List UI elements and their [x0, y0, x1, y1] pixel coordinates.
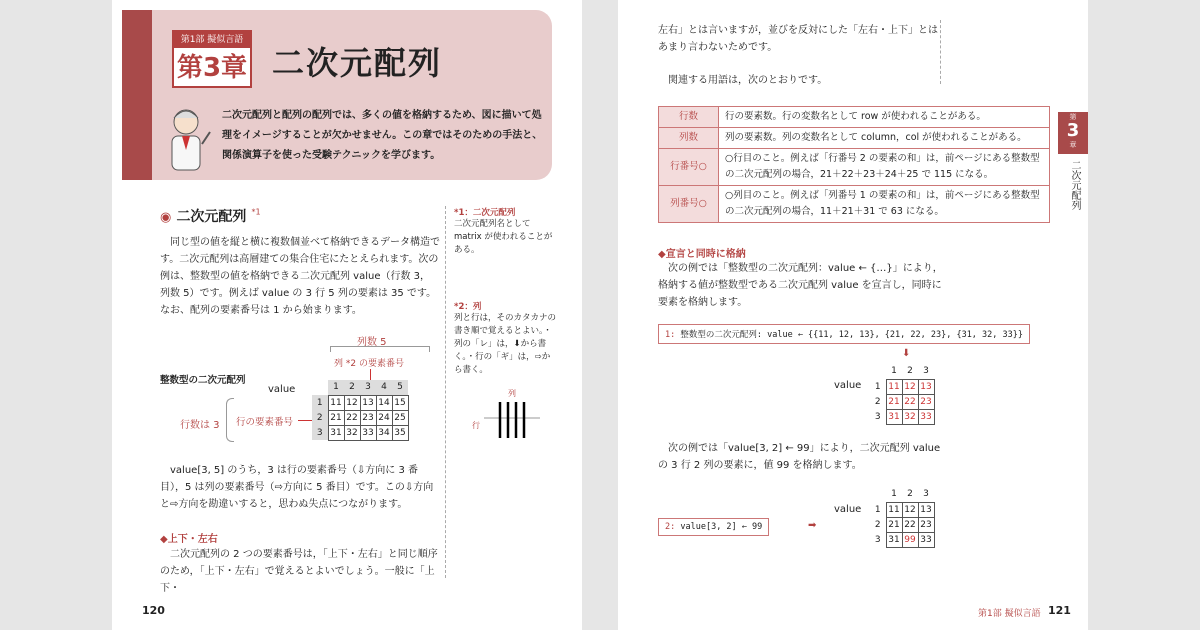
grid-cell: 22 — [902, 517, 918, 532]
table-row — [659, 149, 1050, 186]
row-header: 2 — [874, 519, 881, 530]
code-line-1 — [658, 324, 1030, 344]
chapter-strip — [122, 10, 152, 180]
right-arrow-icon: ➡ — [808, 520, 817, 531]
grid-cell: 21 — [328, 410, 344, 425]
side-tab-suffix: 章 — [1069, 141, 1077, 149]
chapter-badge — [172, 30, 252, 88]
subsection-title: ◆宣言と同時に格納 — [658, 249, 746, 260]
paragraph-4: 次の例では「value[3, 2] ← 99」により，二次元配列 value の 3 行 2 列の要素に，値 99 を格納します。 — [658, 443, 941, 471]
term-key: 列数 — [659, 128, 719, 149]
grid-cell: 31 — [886, 409, 902, 424]
section-bullet-icon: ◉ — [160, 210, 172, 225]
chapter-side-tab — [1058, 112, 1088, 154]
note-fig-col: 列 — [508, 389, 516, 398]
grid-cell: 12 — [902, 502, 918, 517]
col-header: 4 — [376, 380, 392, 395]
chapter-number: 第3章 — [176, 53, 248, 83]
fig2-var-name: value — [834, 504, 862, 515]
code-line-2 — [658, 518, 769, 536]
code-text: value[3, 2] ← 99 — [680, 522, 763, 532]
fig1-var-name: value — [834, 380, 862, 391]
grid-cell: 12 — [344, 395, 360, 410]
note-title: *1：二次元配列 — [454, 208, 516, 218]
term-key: 行番号○ — [659, 149, 719, 186]
paragraph-2: value[3, 5] のうち，3 は行の要素番号（⇩方向に 3 番目），5 は列の要素番号（⇨方向に 5 番目）です。この⇩方向と⇨方向を勘違いすると，思わぬ失点につながります。 — [160, 465, 434, 510]
grid-cell: 23 — [918, 394, 934, 409]
grid-cell: 35 — [392, 425, 408, 440]
table-row — [659, 128, 1050, 149]
grid-cell: 14 — [376, 395, 392, 410]
side-note-1 — [454, 206, 558, 257]
col-header: 3 — [923, 366, 929, 377]
grid-cell: 33 — [918, 532, 934, 547]
col-header: 3 — [923, 489, 929, 500]
row-header: 1 — [874, 381, 881, 392]
fig2-grid — [870, 487, 935, 548]
subsection-title: ◆上下・左右 — [160, 534, 218, 545]
grid-cell: 12 — [902, 379, 918, 394]
row-header: 3 — [874, 534, 881, 545]
grid-cell: 25 — [392, 410, 408, 425]
row-header: 3 — [312, 425, 328, 440]
paragraph-2: 関連する用語は，次のとおりです。 — [668, 75, 828, 86]
col-header: 1 — [891, 489, 897, 500]
grid-cell: 23 — [360, 410, 376, 425]
grid-cell: 32 — [344, 425, 360, 440]
row-count-label: 行数は 3 — [180, 420, 220, 431]
col-index-label: 列 *2 の要素番号 — [334, 359, 404, 369]
left-page — [112, 0, 582, 630]
figure-var-name: value — [268, 384, 296, 395]
right-page — [618, 0, 1088, 630]
footer-label: 第1部 擬似言語 — [978, 609, 1041, 619]
note-fig-row: 行 — [472, 421, 480, 430]
grid-cell: 99 — [902, 532, 918, 547]
code-line-number: 2: — [665, 522, 676, 532]
note-title: *2：列 — [454, 302, 482, 312]
part-label: 第1部 擬似言語 — [174, 32, 250, 48]
note-body: 列と行は，そのカタカナの書き順で覚えるとよい。・列の「レ」は，⬇から書く。・行の「ギ」は，⇨から書く。 — [454, 313, 557, 375]
grid-cell: 22 — [902, 394, 918, 409]
col-header: 2 — [907, 366, 913, 377]
row-header: 2 — [874, 396, 881, 407]
table-row — [659, 186, 1050, 223]
grid-cell: 31 — [886, 532, 902, 547]
term-desc: 列の要素数。列の変数名として column，col が使われることがある。 — [719, 128, 1050, 149]
professor-illustration — [162, 104, 216, 176]
side-tab-prefix: 第 — [1069, 113, 1077, 121]
grid-cell: 32 — [902, 409, 918, 424]
terms-table — [658, 106, 1050, 223]
side-chapter-label: 二次元配列 — [1069, 160, 1080, 210]
figure-caption: 整数型の二次元配列 — [160, 375, 246, 386]
down-arrow-icon: ⬇ — [902, 348, 911, 359]
col-header: 3 — [360, 380, 376, 395]
term-desc: ○列目のこと。例えば「列番号 1 の要素の和」は，前ページにある整数型の二次元配列の場合，11＋21＋31 で 63 になる。 — [719, 186, 1050, 223]
col-count-label: 列数 5 — [357, 337, 387, 348]
fig1-grid — [870, 364, 935, 425]
chapter-title: 二次元配列 — [272, 44, 443, 82]
page-number: 121 — [1048, 604, 1071, 617]
grid-cell: 13 — [918, 502, 934, 517]
grid-cell: 24 — [376, 410, 392, 425]
grid-cell: 33 — [918, 409, 934, 424]
note-divider — [940, 20, 941, 84]
code-text: 整数型の二次元配列: value ← {{11, 12, 13}, {21, 22, 23}, {31, 32, 33}} — [680, 330, 1023, 340]
row-header: 2 — [312, 410, 328, 425]
side-note-2 — [454, 300, 558, 377]
grid-cell: 33 — [360, 425, 376, 440]
page-number: 120 — [142, 604, 165, 617]
side-tab-number: 3 — [1066, 120, 1080, 141]
row-header: 1 — [312, 395, 328, 410]
grid-cell: 13 — [918, 379, 934, 394]
paragraph-1: 同じ型の値を縦と横に複数個並べて格納できるデータ構造です。二次元配列は高層建ての集合住宅にたとえられます。次の例は、整数型の値を格納できる二次元配列 value（行数 3，列数 5）です。例えば value の 3 行 5 列の要素は 35 です。なお、配列の要素番号は 1 から始まります。 — [160, 237, 440, 316]
col-row-arrows-icon — [484, 398, 544, 444]
paragraph-3: 次の例では「整数型の二次元配列：value ← {…}」により，格納する値が整数型である二次元配列 value を宣言し，同時に要素を格納します。 — [658, 263, 943, 308]
grid-cell: 11 — [328, 395, 344, 410]
grid-cell: 23 — [918, 517, 934, 532]
term-desc: 行の要素数。行の変数名として row が使われることがある。 — [719, 107, 1050, 128]
note-divider — [445, 206, 446, 578]
col-header: 2 — [907, 489, 913, 500]
term-key: 行数 — [659, 107, 719, 128]
grid-cell: 31 — [328, 425, 344, 440]
section-footnote-ref: *1 — [251, 207, 261, 217]
grid-cell: 21 — [886, 394, 902, 409]
row-brace — [226, 398, 234, 442]
code-line-number: 1: — [665, 330, 676, 340]
grid-cell: 11 — [886, 502, 902, 517]
chapter-intro: 二次元配列と配列の配列では、多くの値を格納するため、図に描いて処理をイメージすることが欠かせません。この章ではそのための手法と、関係演算子を使った受験テクニックを学びます。 — [222, 110, 543, 161]
figure-grid — [312, 380, 409, 441]
col-header: 1 — [328, 380, 344, 395]
col-header: 2 — [344, 380, 360, 395]
term-desc: ○行目のこと。例えば「行番号 2 の要素の和」は，前ページにある整数型の二次元配列の場合，21＋22＋23＋24＋25 で 115 になる。 — [719, 149, 1050, 186]
col-header: 1 — [891, 366, 897, 377]
note-body: 二次元配列名として matrix が使われることがある。 — [454, 219, 553, 255]
row-index-label: 行の要素番号 — [236, 417, 294, 428]
paragraph-3: 二次元配列の 2 つの要素番号は，「上下・左右」と同じ順序のため，「上下・左右」で覚えるとよいでしょう。一般に「上下・ — [160, 549, 438, 594]
paragraph-1: 左右」とは言いますが，並びを反対にした「左右・上下」とはあまり言わないためです。 — [658, 25, 938, 53]
row-header: 3 — [874, 411, 881, 422]
row-header: 1 — [874, 504, 881, 515]
section-title: 二次元配列 — [176, 209, 247, 225]
grid-cell: 11 — [886, 379, 902, 394]
section-heading — [160, 206, 261, 226]
term-key: 列番号○ — [659, 186, 719, 223]
grid-cell: 15 — [392, 395, 408, 410]
col-brace — [330, 346, 430, 352]
grid-cell: 13 — [360, 395, 376, 410]
table-row — [659, 107, 1050, 128]
grid-cell: 22 — [344, 410, 360, 425]
grid-cell: 21 — [886, 517, 902, 532]
col-header: 5 — [392, 380, 408, 395]
grid-cell: 34 — [376, 425, 392, 440]
